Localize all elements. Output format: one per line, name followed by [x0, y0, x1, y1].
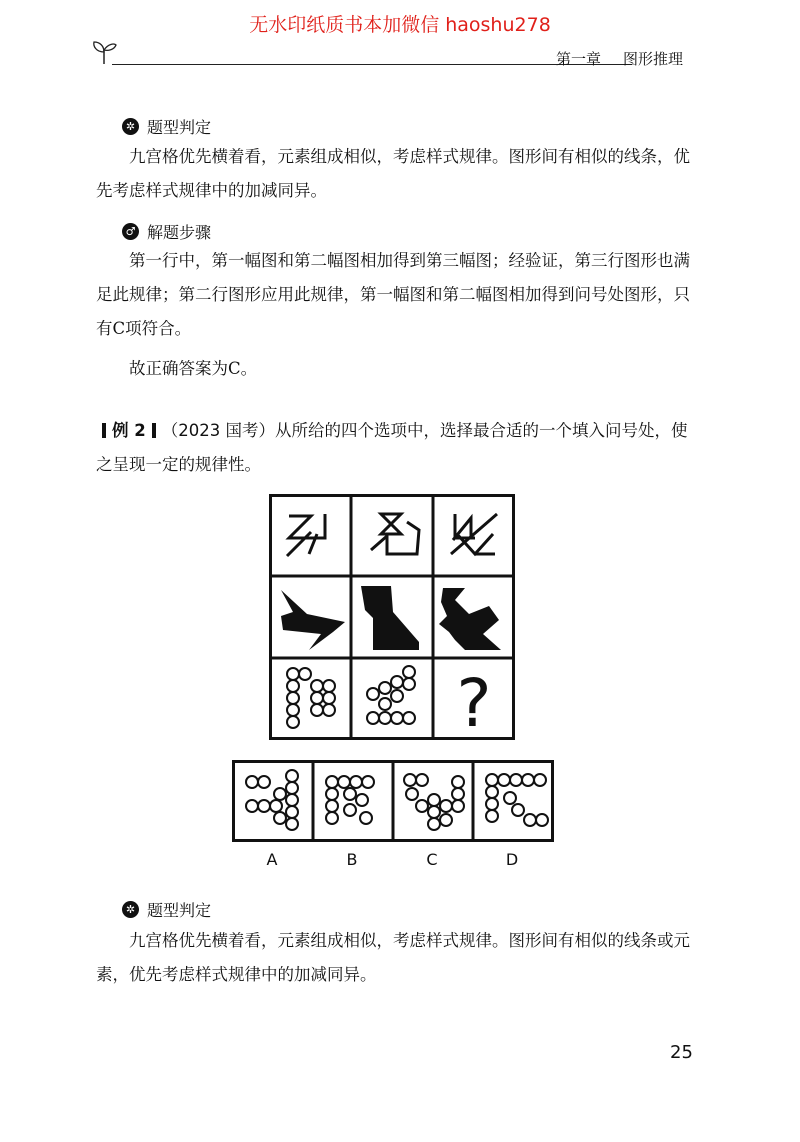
key-icon: ♂	[122, 223, 139, 240]
answer-text: 故正确答案为C。	[129, 359, 258, 378]
option-a-label[interactable]: A	[266, 850, 278, 869]
cell-2-2	[361, 586, 419, 650]
sprout-icon	[90, 36, 118, 66]
chapter-label: 第一章	[556, 50, 602, 68]
option-b-label[interactable]: B	[346, 850, 358, 869]
watermark-text: 无水印纸质书本加微信 haoshu278	[249, 14, 551, 36]
cell-2-1	[281, 590, 345, 650]
option-a-figure	[246, 770, 298, 830]
cell-1-3	[451, 514, 497, 554]
chapter-title: 图形推理	[623, 50, 684, 68]
cell-3-1	[287, 668, 335, 728]
header-rule	[112, 64, 632, 65]
gear-icon: ✲	[122, 118, 139, 135]
bar-right	[152, 423, 156, 438]
question-mark: ?	[456, 665, 492, 740]
steps-heading	[122, 220, 211, 243]
option-c-figure	[404, 774, 464, 830]
type-heading-1-label: 题型判定	[147, 118, 212, 137]
example-text: （2023 国考）从所给的四个选项中，选择最合适的一个填入问号处，使之呈现一定的规律性。	[96, 421, 688, 474]
cell-3-2	[367, 666, 415, 724]
gear-icon: ✲	[122, 901, 139, 918]
type-heading-2-label: 题型判定	[147, 901, 212, 920]
option-d-label[interactable]: D	[505, 850, 519, 869]
example-label: 例 2	[112, 421, 146, 440]
option-b-figure	[326, 776, 374, 824]
cell-1-1	[287, 514, 325, 556]
cell-2-3	[439, 588, 501, 650]
option-labels	[232, 850, 554, 870]
page-number: 25	[670, 1042, 693, 1063]
bar-left	[102, 423, 106, 438]
example-2	[96, 414, 696, 482]
steps-heading-label: 解题步骤	[147, 223, 212, 242]
type-heading-1	[122, 115, 211, 138]
running-header	[556, 48, 683, 69]
type-heading-2	[122, 898, 211, 921]
puzzle-grid	[269, 494, 515, 740]
type-text-2: 九宫格优先横着看，元素组成相似，考虑样式规律。图形间有相似的线条或元素，优先考虑样式规律中的加减同异。	[96, 931, 690, 984]
cell-1-2	[371, 514, 419, 554]
steps-text: 第一行中，第一幅图和第二幅图相加得到第三幅图；经验证，第三行图形也满足此规律；第二行图形应用此规律，第一幅图和第二幅图相加得到问号处图形，只有C项符合。	[96, 251, 690, 338]
type-text-1: 九宫格优先横着看，元素组成相似，考虑样式规律。图形间有相似的线条，优先考虑样式规律中的加减同异。	[96, 147, 690, 200]
options-strip	[232, 760, 554, 842]
option-d-figure	[486, 774, 548, 826]
option-c-label[interactable]: C	[426, 850, 438, 869]
